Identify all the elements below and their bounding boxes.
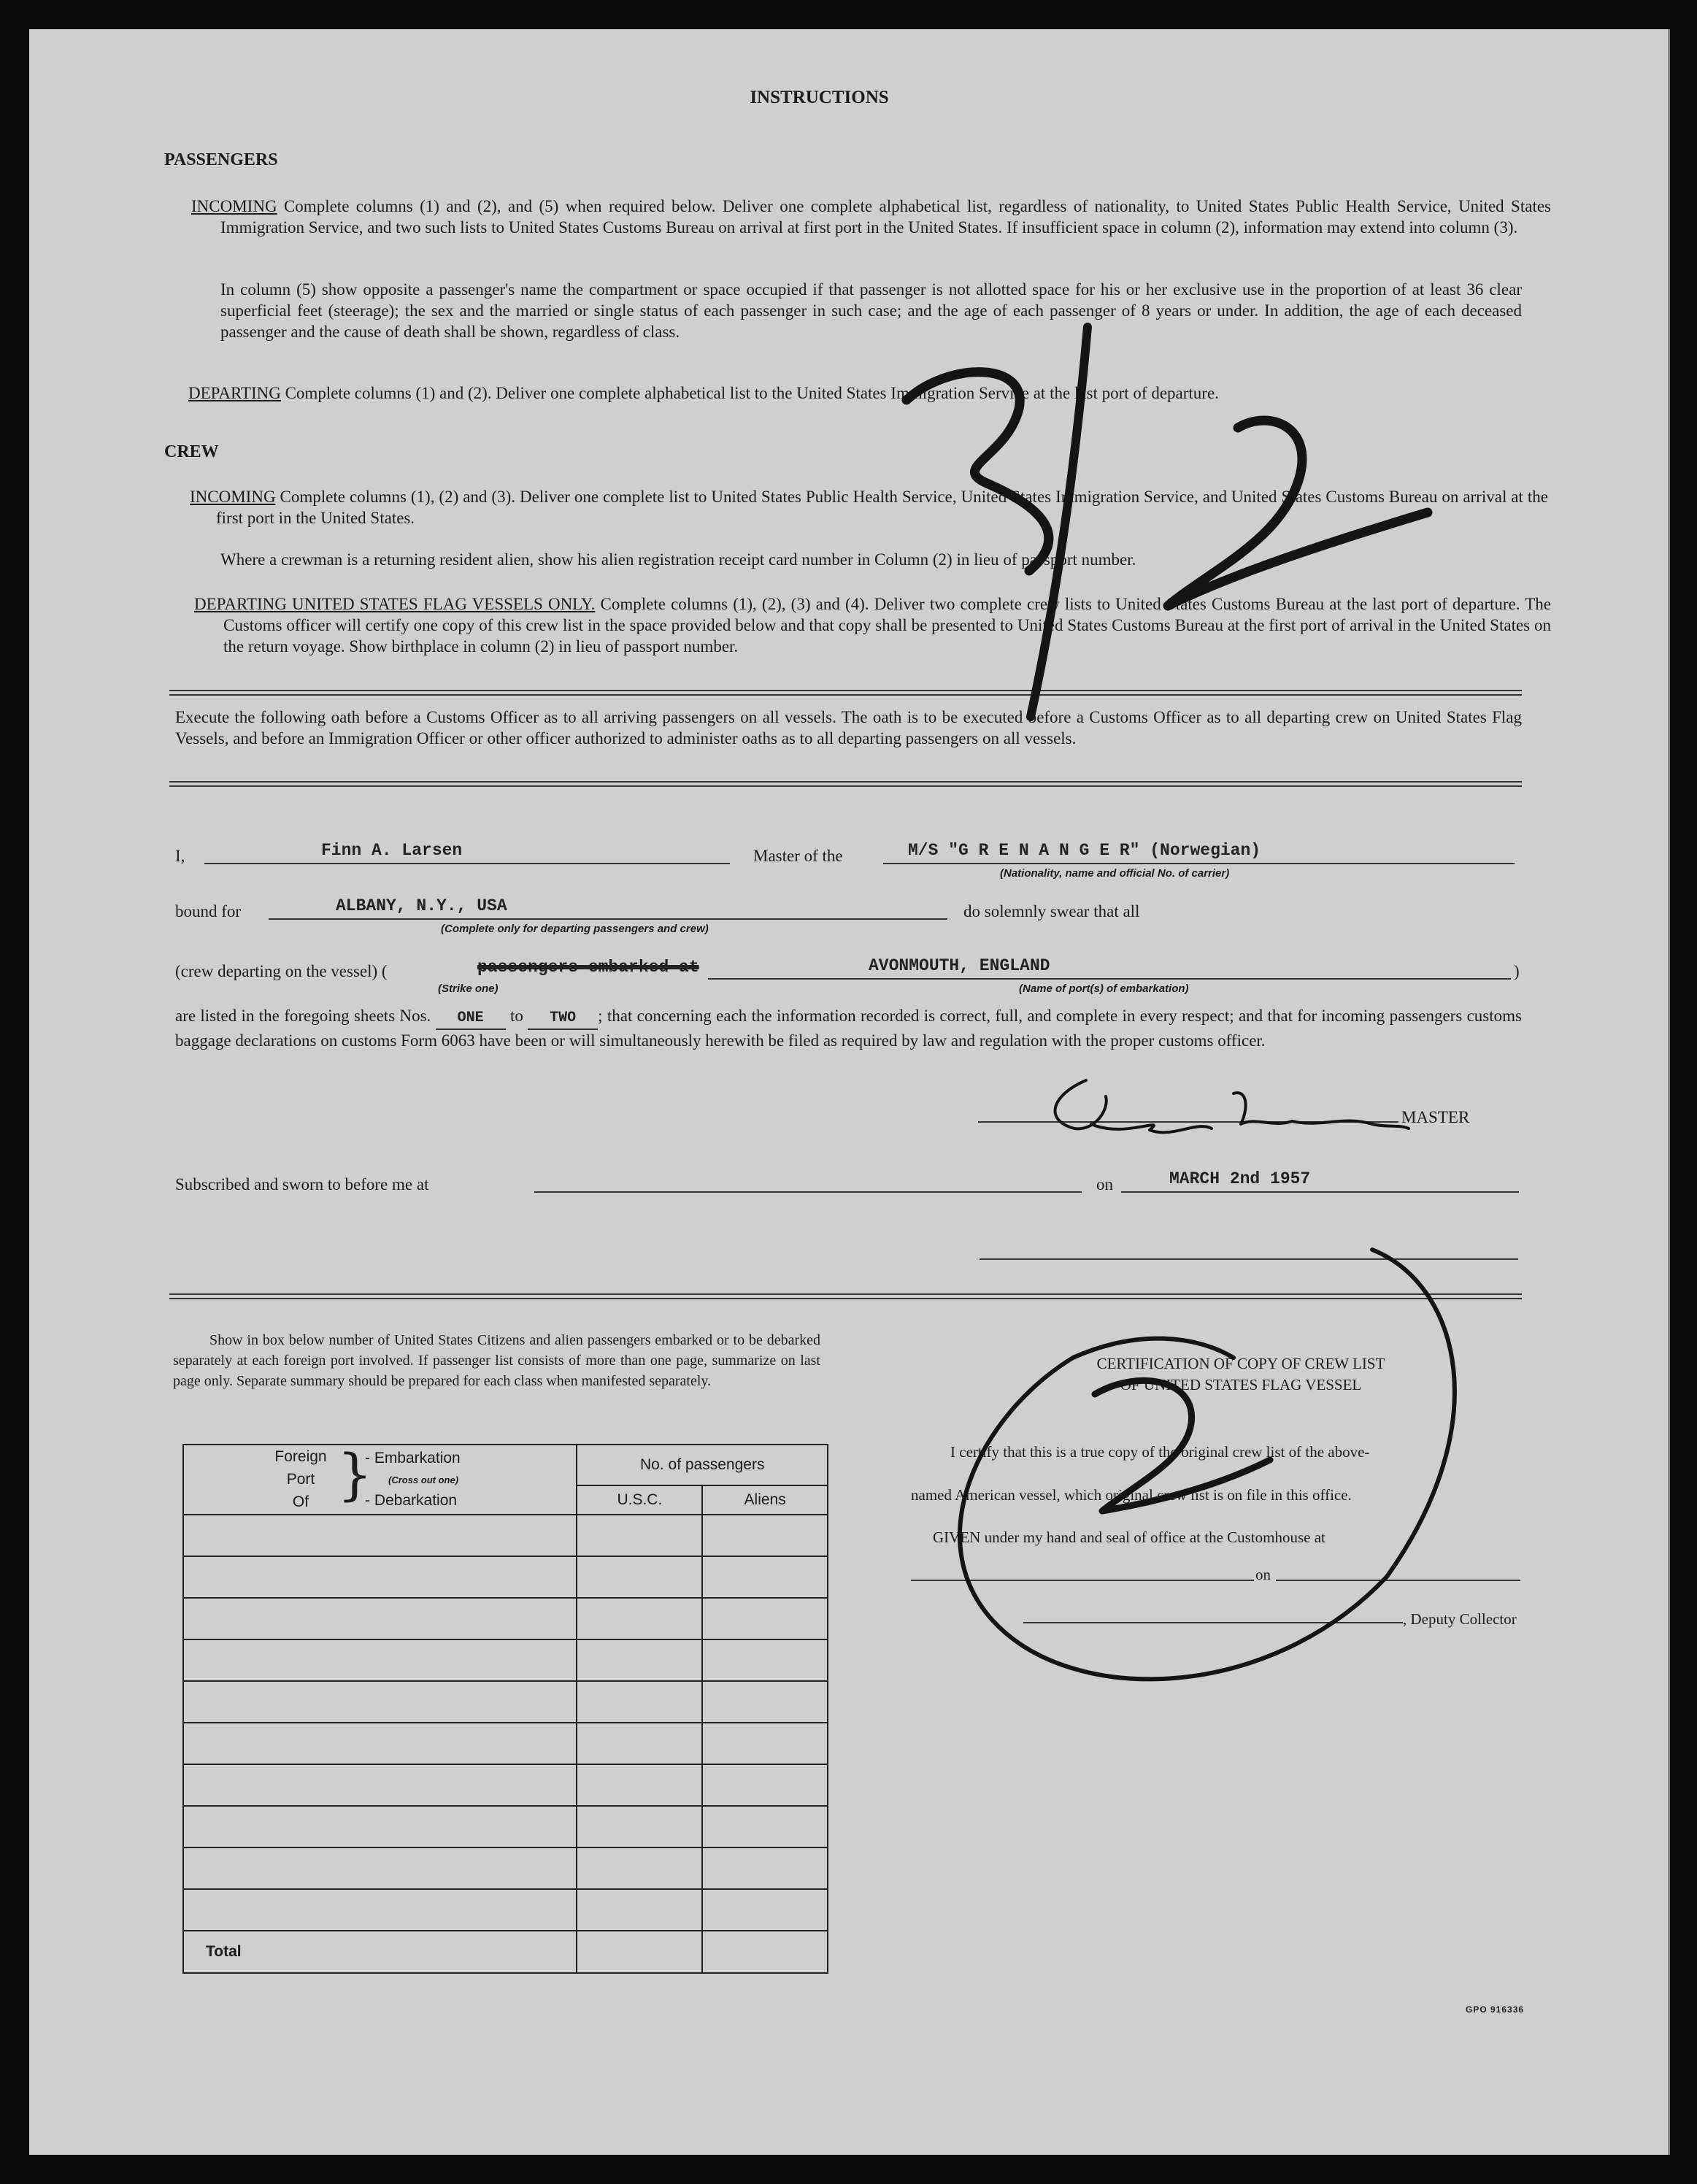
swear-label: do solemnly swear that all <box>963 902 1140 920</box>
summary-intro: Show in box below number of United States Citizens and alien passengers embarked or to be debarked separately at each foreign port involved. If passenger list consists of more than one page, summarize on last page only. Separate summary should be prepared for each class when manifested separately. <box>173 1332 820 1389</box>
usc-header: U.S.C. <box>577 1485 702 1515</box>
bound-for-value: ALBANY, N.Y., USA <box>336 896 507 915</box>
passengers-departing-text: Complete columns (1) and (2). Deliver one complete alphabetical list to the United States Immigration Service at the last port of departure. <box>285 384 1219 402</box>
passengers-heading: PASSENGERS <box>164 150 278 169</box>
certification-on-label: on <box>1255 1566 1271 1583</box>
debarkation-label: - Debarkation <box>365 1492 458 1509</box>
vessel-value: M/S "G R E N A N G E R" (Norwegian) <box>908 841 1261 860</box>
vessel-caption: (Nationality, name and official No. of carrier) <box>1000 867 1230 880</box>
crew-departing-label: (crew departing on the vessel) ( <box>175 962 388 980</box>
total-label: Total <box>183 1931 577 1973</box>
of-label: Of <box>292 1493 309 1510</box>
master-label: MASTER <box>1401 1108 1470 1126</box>
pencil-fraction-mark <box>907 327 1428 717</box>
oath-instruction: Execute the following oath before a Customs Officer as to all arriving passengers on all vessels. The oath is to be executed before a Customs Officer as to all departing crew on United States Flag Vessels, and before an Immigration Officer or other officer authorized to administer oaths as to all departing passengers on all vessels. <box>175 708 1522 747</box>
listed-label: are listed in the foregoing sheets Nos. <box>175 1007 431 1025</box>
certification-text2: named American vessel, which original crew list is on file in this office. <box>911 1486 1352 1504</box>
gpo-footer-code: GPO 916336 <box>1466 2004 1525 2015</box>
brace: } <box>337 1442 373 1507</box>
on-label: on <box>1096 1175 1113 1193</box>
bound-for-label: bound for <box>175 902 242 920</box>
sheet-from-value: ONE <box>436 1007 506 1030</box>
date-value: MARCH 2nd 1957 <box>1169 1169 1311 1188</box>
strike-caption: (Strike one) <box>438 983 499 995</box>
crew-incoming-label: INCOMING <box>190 488 276 506</box>
passengers-incoming-text: Complete columns (1) and (2), and (5) when required below. Deliver one complete alphabetical list, regardless of nationality, to United States Public Health Service, United States Immigration Service, and two such lists to United States Customs Bureau on arrival at first port in the United States. If insufficient space in column (2), information may extend into column (3). <box>220 197 1552 237</box>
handwriting-overlay <box>29 29 1668 2155</box>
certification-title-line2: OF UNITED STATES FLAG VESSEL <box>1120 1376 1362 1393</box>
ports-close-paren: ) <box>1514 962 1520 980</box>
foreign-label: Foreign <box>274 1448 327 1465</box>
certification-text1: I certify that this is a true copy of the original crew list of the above- <box>950 1443 1370 1461</box>
master-of-label: Master of the <box>753 847 843 865</box>
sheet-to-value: TWO <box>528 1007 598 1030</box>
oath-i-label: I, <box>175 847 185 865</box>
struck-passengers-text: passengers embarked at <box>477 958 699 977</box>
port-label: Port <box>286 1471 315 1488</box>
crew-incoming-text: Complete columns (1), (2) and (3). Deliver one complete list to United States Public Health Service, United States Immigration Service, and United States Customs Bureau on arrival at the first port in the United States. <box>216 488 1548 527</box>
master-name-value: Finn A. Larsen <box>321 841 463 860</box>
to-label: to <box>509 1007 523 1025</box>
passengers-incoming-label: INCOMING <box>191 197 277 215</box>
master-signature <box>1055 1080 1409 1132</box>
certification-title-line1: CERTIFICATION OF COPY OF CREW LIST <box>1096 1355 1385 1372</box>
subscribed-label: Subscribed and sworn to before me at <box>175 1175 429 1193</box>
passengers-departing-label: DEPARTING <box>188 384 281 402</box>
crew-heading: CREW <box>164 442 219 461</box>
ports-caption: (Name of port(s) of embarkation) <box>1019 983 1189 995</box>
cross-out-caption: (Cross out one) <box>388 1474 459 1485</box>
listed-rest: ; that concerning each the information recorded is correct, full, and complete in every respect; and that for incoming passengers customs baggage declarations on customs Form 6063 have been or will simultaneously herewith be filed as required by law and regulation with the proper customs officer. <box>175 1007 1522 1050</box>
crew-departing-text: Complete columns (1), (2), (3) and (4). Deliver two complete crew lists to United States Customs Bureau at the last port of departure. The Customs officer will certify one copy of this crew list in the space provided below and that copy shall be presented to United States Customs Bureau at the first port of arrival in the United States on the return voyage. Show birthplace in column (2) in lieu of passport number. <box>223 595 1552 655</box>
certification-text3: GIVEN under my hand and seal of office at the Customhouse at <box>933 1529 1325 1546</box>
document-page <box>29 29 1670 2155</box>
deputy-collector-label: , Deputy Collector <box>1403 1610 1517 1628</box>
no-passengers-header: No. of passengers <box>577 1445 828 1485</box>
embarkation-label: - Embarkation <box>365 1450 461 1466</box>
page-title: INSTRUCTIONS <box>750 88 889 107</box>
circled-2-mark <box>960 1250 1455 1679</box>
ports-value: AVONMOUTH, ENGLAND <box>869 956 1050 975</box>
aliens-header: Aliens <box>702 1485 828 1515</box>
bound-for-caption: (Complete only for departing passengers and crew) <box>441 923 709 935</box>
crew-departing-label: DEPARTING UNITED STATES FLAG VESSELS ONLY. <box>194 595 596 613</box>
crew-resident-text: Where a crewman is a returning resident alien, show his alien registration receipt card number in Column (2) in lieu of passport number. <box>220 550 1136 569</box>
passengers-column5-text: In column (5) show opposite a passenger's name the compartment or space occupied if that passenger is not allotted space for his or her exclusive use in the proportion of at least 36 clear superficial feet (steerage); the sex and the married or single status of each passenger in such case; and the age of each passenger of 8 years or under. In addition, the age of each deceased passenger and the cause of death shall be shown, regardless of class. <box>220 280 1522 341</box>
